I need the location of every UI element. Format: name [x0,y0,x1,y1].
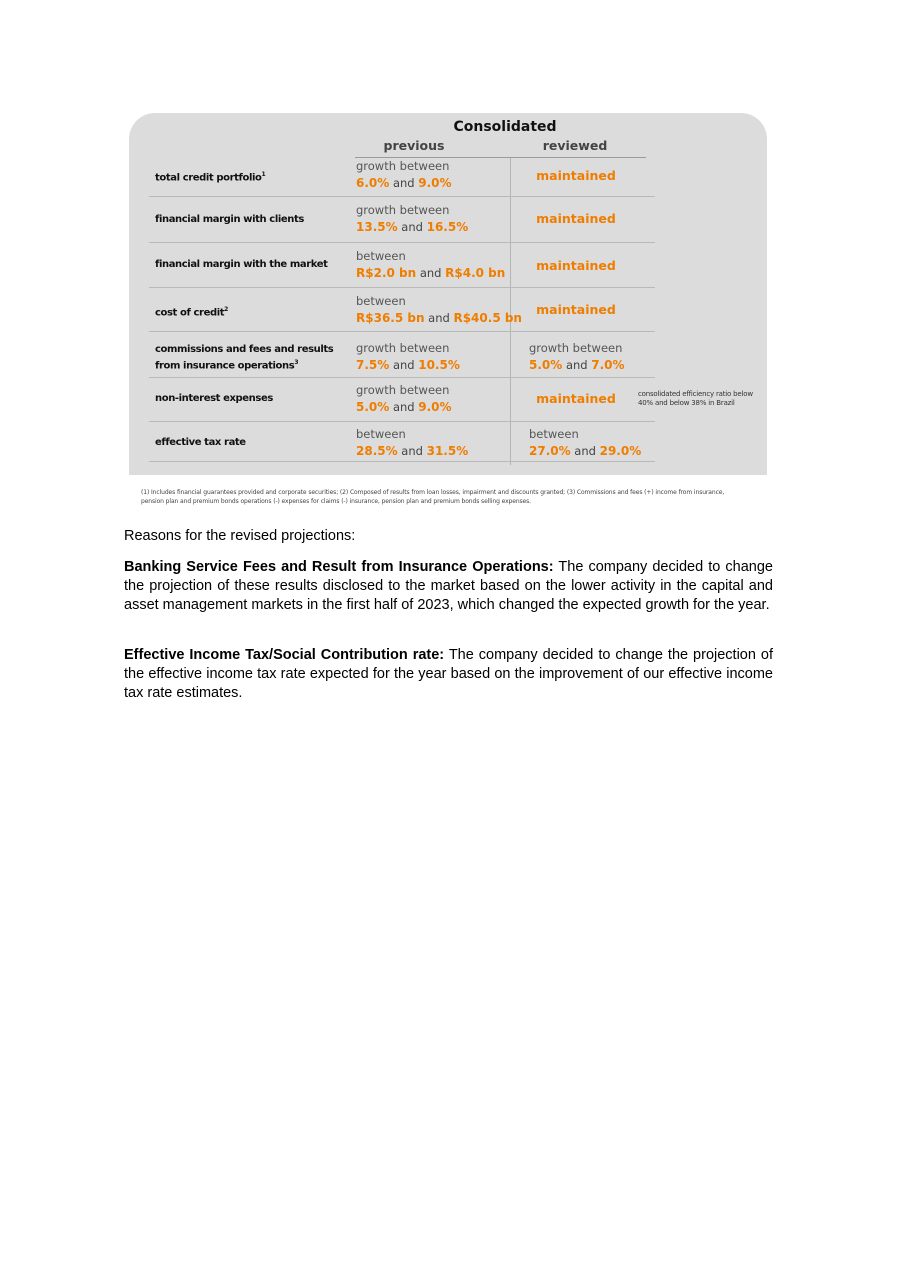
paragraph-banking-fees [124,558,773,615]
row-label-financial-margin-clients: financial margin with clients [155,214,304,225]
reviewed-financial-margin-clients: maintained [536,211,616,226]
row-label-non-interest-expenses: non-interest expenses [155,393,273,404]
row-label-effective-tax-rate: effective tax rate [155,437,246,448]
row-divider [149,196,655,197]
row-label-commissions-and-fees: commissions and fees and results from insurance operations$^3$ [155,344,334,372]
row-divider [149,287,655,288]
paragraph-heading: Banking Service Fees and Result from Insurance Operations: [124,559,554,575]
paragraph-heading: Effective Income Tax/Social Contribution rate: [124,647,445,663]
reviewed-commissions-and-fees: growth between 5.0% and 7.0% [529,341,625,372]
row-divider [149,377,655,378]
previous-commissions-and-fees: growth between 7.5% and 10.5% [356,341,460,372]
previous-financial-margin-market: between R$2.0 bn and R$4.0 bn [356,249,506,280]
reviewed-effective-tax-rate: between 27.0% and 29.0% [529,427,642,458]
row-divider [149,421,655,422]
row-divider [149,331,655,332]
paragraph-effective-tax [124,646,773,703]
table-footnote: (1) Includes financial guarantees provided and corporate securities; (2) Composed of results from loan losses, impairment and discounts granted; (3) Commissions and fees (+) income from insurance, pension plan and premium bonds operations (-) expenses for claims (-) insurance, pension plan and premium bonds selling expenses. [141,489,725,505]
reviewed-cost-of-credit: maintained [536,302,616,317]
intro-text: Reasons for the revised projections: [124,528,356,544]
previous-non-interest-expenses: growth between 5.0% and 9.0% [356,383,452,414]
reviewed-total-credit-portfolio: maintained [536,168,616,183]
reviewed-financial-margin-market: maintained [536,258,616,273]
paragraph-body: The company decided to change the projection of the effective income tax rate expected for the year based on the improvement of our effective income tax rate estimates. [124,647,773,701]
row-divider [149,461,655,462]
paragraph-body: The company decided to change the projection of these results disclosed to the market based on the lower activity in the capital and asset management markets in the first half of 2023, which changed the expected growth for the year. [124,559,773,613]
previous-cost-of-credit: between R$36.5 bn and R$40.5 bn [356,294,522,325]
row-divider [149,242,655,243]
previous-total-credit-portfolio: growth between 6.0% and 9.0% [356,159,452,190]
table-header-consolidated: Consolidated [453,119,557,135]
efficiency-ratio-note: consolidated efficiency ratio below 40% and below 38% in Brazil [638,390,753,407]
column-header-previous: previous [383,138,445,153]
column-header-reviewed: reviewed [542,138,608,153]
previous-effective-tax-rate: between 28.5% and 31.5% [356,427,469,458]
row-label-financial-margin-market: financial margin with the market [155,259,328,270]
row-label-total-credit-portfolio: total credit portfolio$^1$ [155,171,266,184]
row-label-cost-of-credit: cost of credit$^2$ [155,306,228,319]
previous-financial-margin-clients: growth between 13.5% and 16.5% [356,203,469,234]
reviewed-non-interest-expenses: maintained [536,391,616,406]
